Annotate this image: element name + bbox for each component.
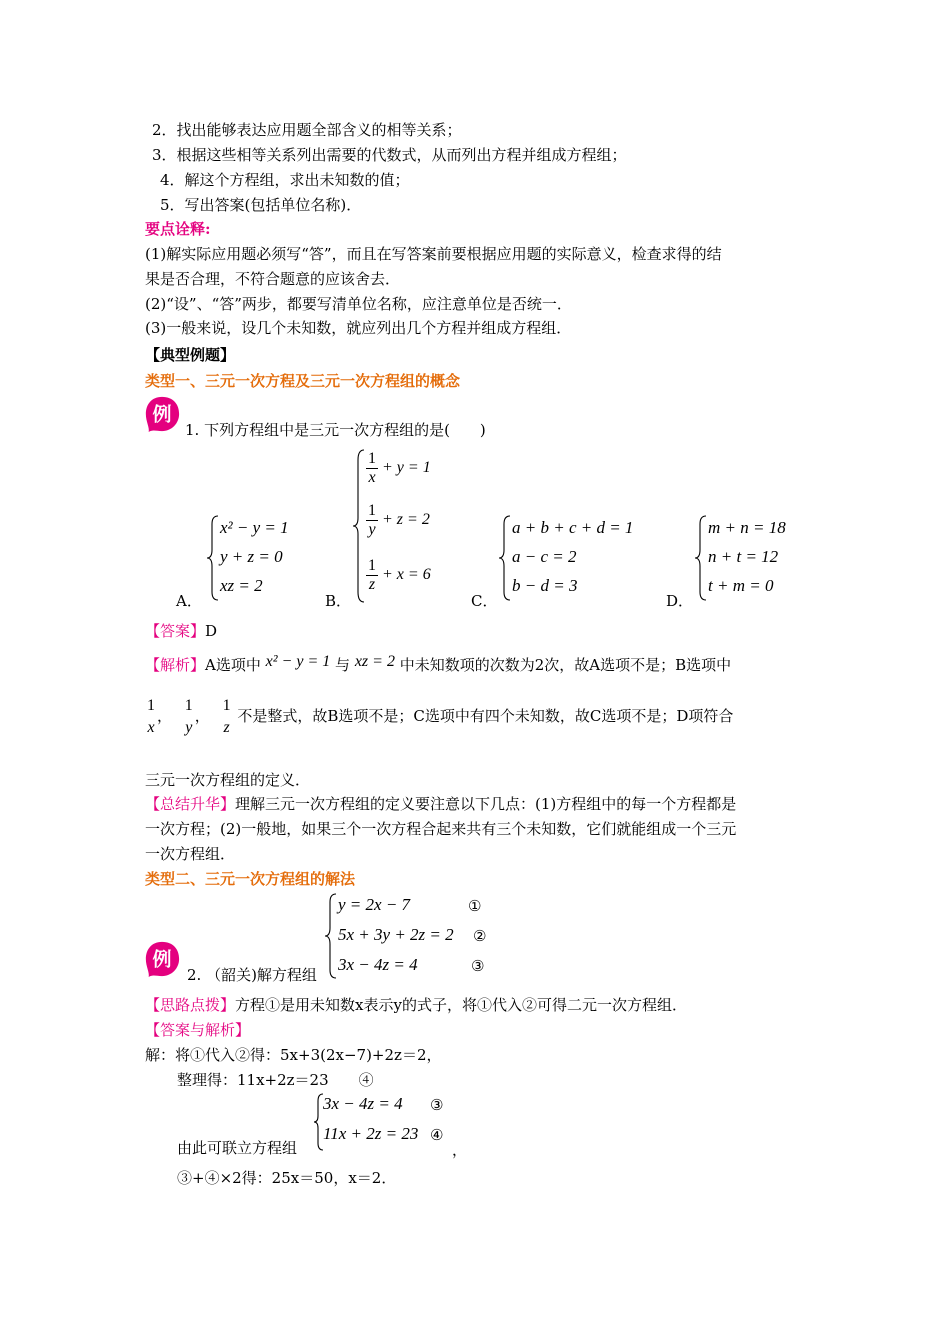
type1-title: 类型一、三元一次方程及三元一次方程组的概念 (145, 372, 461, 390)
example-badge-icon (143, 395, 181, 433)
frac-z-den: z (223, 719, 230, 736)
option-d-eq3: t + m = 0 (708, 576, 774, 595)
analysis-with: 与 (335, 656, 351, 674)
option-b-eq3-den: z (368, 576, 376, 593)
option-b-eq2-num: 1 (368, 502, 376, 519)
option-c-eq3: b − d = 3 (512, 576, 578, 595)
example-badge-label: 例 (152, 403, 172, 426)
frac-z-num: 1 (222, 697, 231, 714)
key-point-2: (2)“设”、“答”两步，都要写清单位名称，应注意单位是否统一． (145, 295, 572, 313)
key-points-heading: 要点诠释: (145, 220, 211, 238)
hint-tag: 【思路点拨】 (145, 996, 236, 1014)
system2-eq2: 11x + 2z = 23 (323, 1124, 419, 1143)
frac-comma-2: ， (194, 707, 210, 725)
key-point-1-line2: 果是否合理，不符合题意的应该舍去． (145, 270, 401, 288)
frac-comma-1: ， (157, 707, 173, 725)
option-d-eq2: n + t = 12 (708, 547, 779, 566)
step-5: 5．写出答案(包括单位名称)． (160, 196, 362, 214)
option-b-eq3-num: 1 (368, 557, 376, 574)
analysis-text-b: 中未知数项的次数为2次，故A选项不是；B选项中 (399, 656, 732, 674)
option-b-label[interactable]: B． (325, 592, 352, 610)
question-2: 2. （韶关)解方程组 (187, 966, 317, 984)
option-a-eq1: x² − y = 1 (220, 518, 289, 537)
frac-x-den: x (147, 719, 155, 736)
system-eq3: 3x − 4z = 4 (338, 955, 418, 974)
solution-line1: 解：将①代入②得：5x+3(2x−7)+2z＝2， (145, 1046, 442, 1064)
option-b-brace-icon (352, 448, 366, 604)
option-a-eq3: xz = 2 (220, 576, 263, 595)
frac-x-num: 1 (147, 697, 155, 714)
system-eq1: y = 2x − 7 (338, 895, 411, 914)
summary-tag: 【总结升华】 (145, 795, 236, 813)
system2-mark-4: ④ (430, 1126, 444, 1144)
option-b-eq2 (366, 502, 430, 539)
step-3: 3．根据这些相等关系列出需要的代数式，从而列出方程并组成方程组； (152, 146, 627, 164)
solution-line2: 整理得：11x+2z＝23 ④ (177, 1071, 374, 1089)
analysis-text-a: A选项中 (205, 656, 261, 674)
ans-tag: 【答案与解析】 (145, 1021, 251, 1039)
system-mark-1: ① (468, 897, 482, 915)
frac-y-num: 1 (184, 697, 193, 714)
option-a-brace-icon (206, 514, 220, 602)
answer-line (145, 621, 217, 641)
section-title: 【典型例题】 (145, 346, 236, 364)
option-a-eq2: y + z = 0 (220, 547, 283, 566)
key-point-1-line1: (1)解实际应用题必须写“答”，而且在写答案前要根据应用题的实际意义，检查求得的结 (145, 245, 722, 263)
option-a-label[interactable]: A． (176, 592, 202, 610)
answer-analysis-tag (145, 1020, 250, 1040)
example-badge-2-icon (143, 940, 181, 978)
type2-title: 类型二、三元一次方程组的解法 (145, 870, 356, 888)
analysis-eq2: xz = 2 (354, 653, 395, 670)
summary-line2: 一次方程；(2)一般地，如果三个一次方程合起来共有三个未知数，它们就能组成一个三元 (145, 820, 737, 838)
option-d-eq1: m + n = 18 (708, 518, 786, 537)
frac-y-den: y (185, 719, 193, 736)
option-b-eq2-rest: + z = 2 (382, 511, 430, 529)
analysis-line3: 三元一次方程组的定义． (145, 771, 311, 789)
step-2: 2．找出能够表达应用题全部含义的相等关系； (152, 121, 462, 139)
answer-tag: 【答案】 (145, 622, 206, 640)
step-4: 4．解这个方程组，求出未知数的值； (160, 171, 410, 189)
option-b-eq1 (366, 450, 431, 487)
option-b-eq3 (366, 557, 431, 594)
analysis-line2 (145, 695, 733, 739)
analysis-line1 (145, 655, 731, 676)
system-brace-icon (324, 892, 338, 980)
question-1: 1. 下列方程组中是三元一次方程组的是( ) (185, 421, 486, 439)
analysis-text-c: 不是整式，故B选项不是；C选项中有四个未知数，故C选项不是；D项符合 (237, 707, 734, 725)
option-c-eq2: a − c = 2 (512, 547, 577, 566)
system-mark-2: ② (473, 927, 487, 945)
system-eq2: 5x + 3y + 2z = 2 (338, 925, 454, 944)
option-b-eq1-num: 1 (368, 450, 376, 467)
system2-mark-3: ③ (430, 1096, 444, 1114)
key-point-3: (3)一般来说，设几个未知数，就应列出几个方程并组成方程组． (145, 319, 572, 337)
hint-line (145, 995, 687, 1015)
analysis-tag: 【解析】 (145, 656, 206, 674)
option-b-eq1-den: x (368, 469, 376, 486)
option-b-eq3-rest: + x = 6 (382, 566, 431, 584)
option-d-brace-icon (694, 514, 708, 602)
summary-line3: 一次方程组． (145, 845, 236, 863)
analysis-eq1: x² − y = 1 (265, 653, 331, 670)
system-mark-3: ③ (471, 957, 485, 975)
option-c-eq1: a + b + c + d = 1 (512, 518, 634, 537)
option-c-brace-icon (498, 514, 512, 602)
summary-line1 (145, 794, 736, 814)
solution-line4: ③+④×2得：25x＝50，x＝2． (177, 1169, 397, 1187)
solution-line3: 由此可联立方程组 (177, 1139, 298, 1157)
option-c-label[interactable]: C． (471, 592, 498, 610)
hint-text: 方程①是用未知数x表示y的式子，将①代入②可得二元一次方程组． (235, 996, 687, 1014)
system2-eq1: 3x − 4z = 4 (323, 1094, 403, 1113)
system2-comma: ， (452, 1141, 468, 1159)
summary-text-1: 理解三元一次方程组的定义要注意以下几点：(1)方程组中的每一个方程都是 (235, 795, 737, 813)
option-d-label[interactable]: D． (666, 592, 694, 610)
example-badge-2-label: 例 (152, 948, 172, 971)
option-b-eq1-rest: + y = 1 (382, 459, 431, 477)
option-b-eq2-den: y (368, 521, 376, 538)
answer-value: D (205, 622, 218, 640)
